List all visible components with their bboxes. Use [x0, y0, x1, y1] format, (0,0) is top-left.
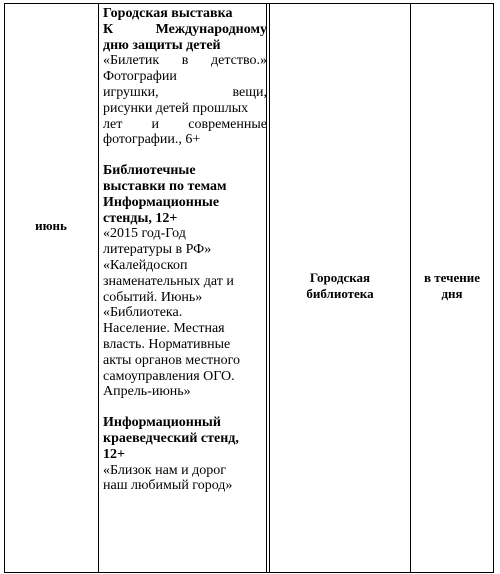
- event-title-line: Информационные: [103, 194, 220, 210]
- column-divider: [410, 3, 411, 573]
- month-cell: июнь: [35, 218, 67, 233]
- event-body-line: фотографии., 6+: [103, 132, 201, 148]
- event-body-line: акты органов местного: [103, 352, 241, 368]
- event-body-line: событий. Июнь»: [103, 289, 203, 305]
- event-title-line: Информационный: [103, 415, 221, 431]
- events-cell: [103, 6, 267, 494]
- event-title-line: К Международному: [103, 21, 267, 37]
- event-body-line: «Библиотека.: [103, 305, 183, 321]
- time-line: в течение: [424, 270, 480, 285]
- event-title-line: краеведческий стенд,: [103, 430, 239, 446]
- event-body-line: Апрель-июнь»: [103, 384, 191, 400]
- event-title-line: Библиотечные: [103, 163, 196, 179]
- event-title-line: Городская выставка: [103, 6, 233, 21]
- event-body-line: самоуправления ОГО.: [103, 368, 235, 384]
- event-body-line: «Близок нам и дорог: [103, 462, 227, 478]
- event-body-line: знаменательных дат и: [103, 273, 234, 289]
- event-body-line: власть. Нормативные: [103, 336, 231, 352]
- event-body-line: «Билетик в детство.»: [103, 53, 267, 69]
- event-body-line: наш любимый город»: [103, 478, 233, 494]
- event-body-line: лет и современные: [103, 116, 267, 132]
- event-title-line: дню защиты детей: [103, 37, 221, 53]
- event-body-line: рисунки детей прошлых: [103, 100, 249, 116]
- time-line: дня: [441, 286, 463, 301]
- event-body-line: Население. Местная: [103, 321, 225, 337]
- event-body-line: игрушки, вещи,: [103, 84, 267, 100]
- place-cell: [273, 270, 407, 302]
- event-title-line: 12+: [103, 446, 125, 462]
- event-body-line: «2015 год-Год: [103, 226, 186, 242]
- column-divider: [98, 3, 99, 573]
- event-title-line: стенды, 12+: [103, 210, 178, 226]
- event-body-line: «Калейдоскоп: [103, 257, 188, 273]
- event-body-line: литературы в РФ»: [103, 242, 212, 258]
- place-line: библиотека: [306, 286, 374, 301]
- event-title-line: выставки по темам: [103, 178, 227, 194]
- event-body-line: Фотографии: [103, 69, 177, 85]
- time-cell: [413, 270, 491, 302]
- place-line: Городская: [309, 270, 371, 285]
